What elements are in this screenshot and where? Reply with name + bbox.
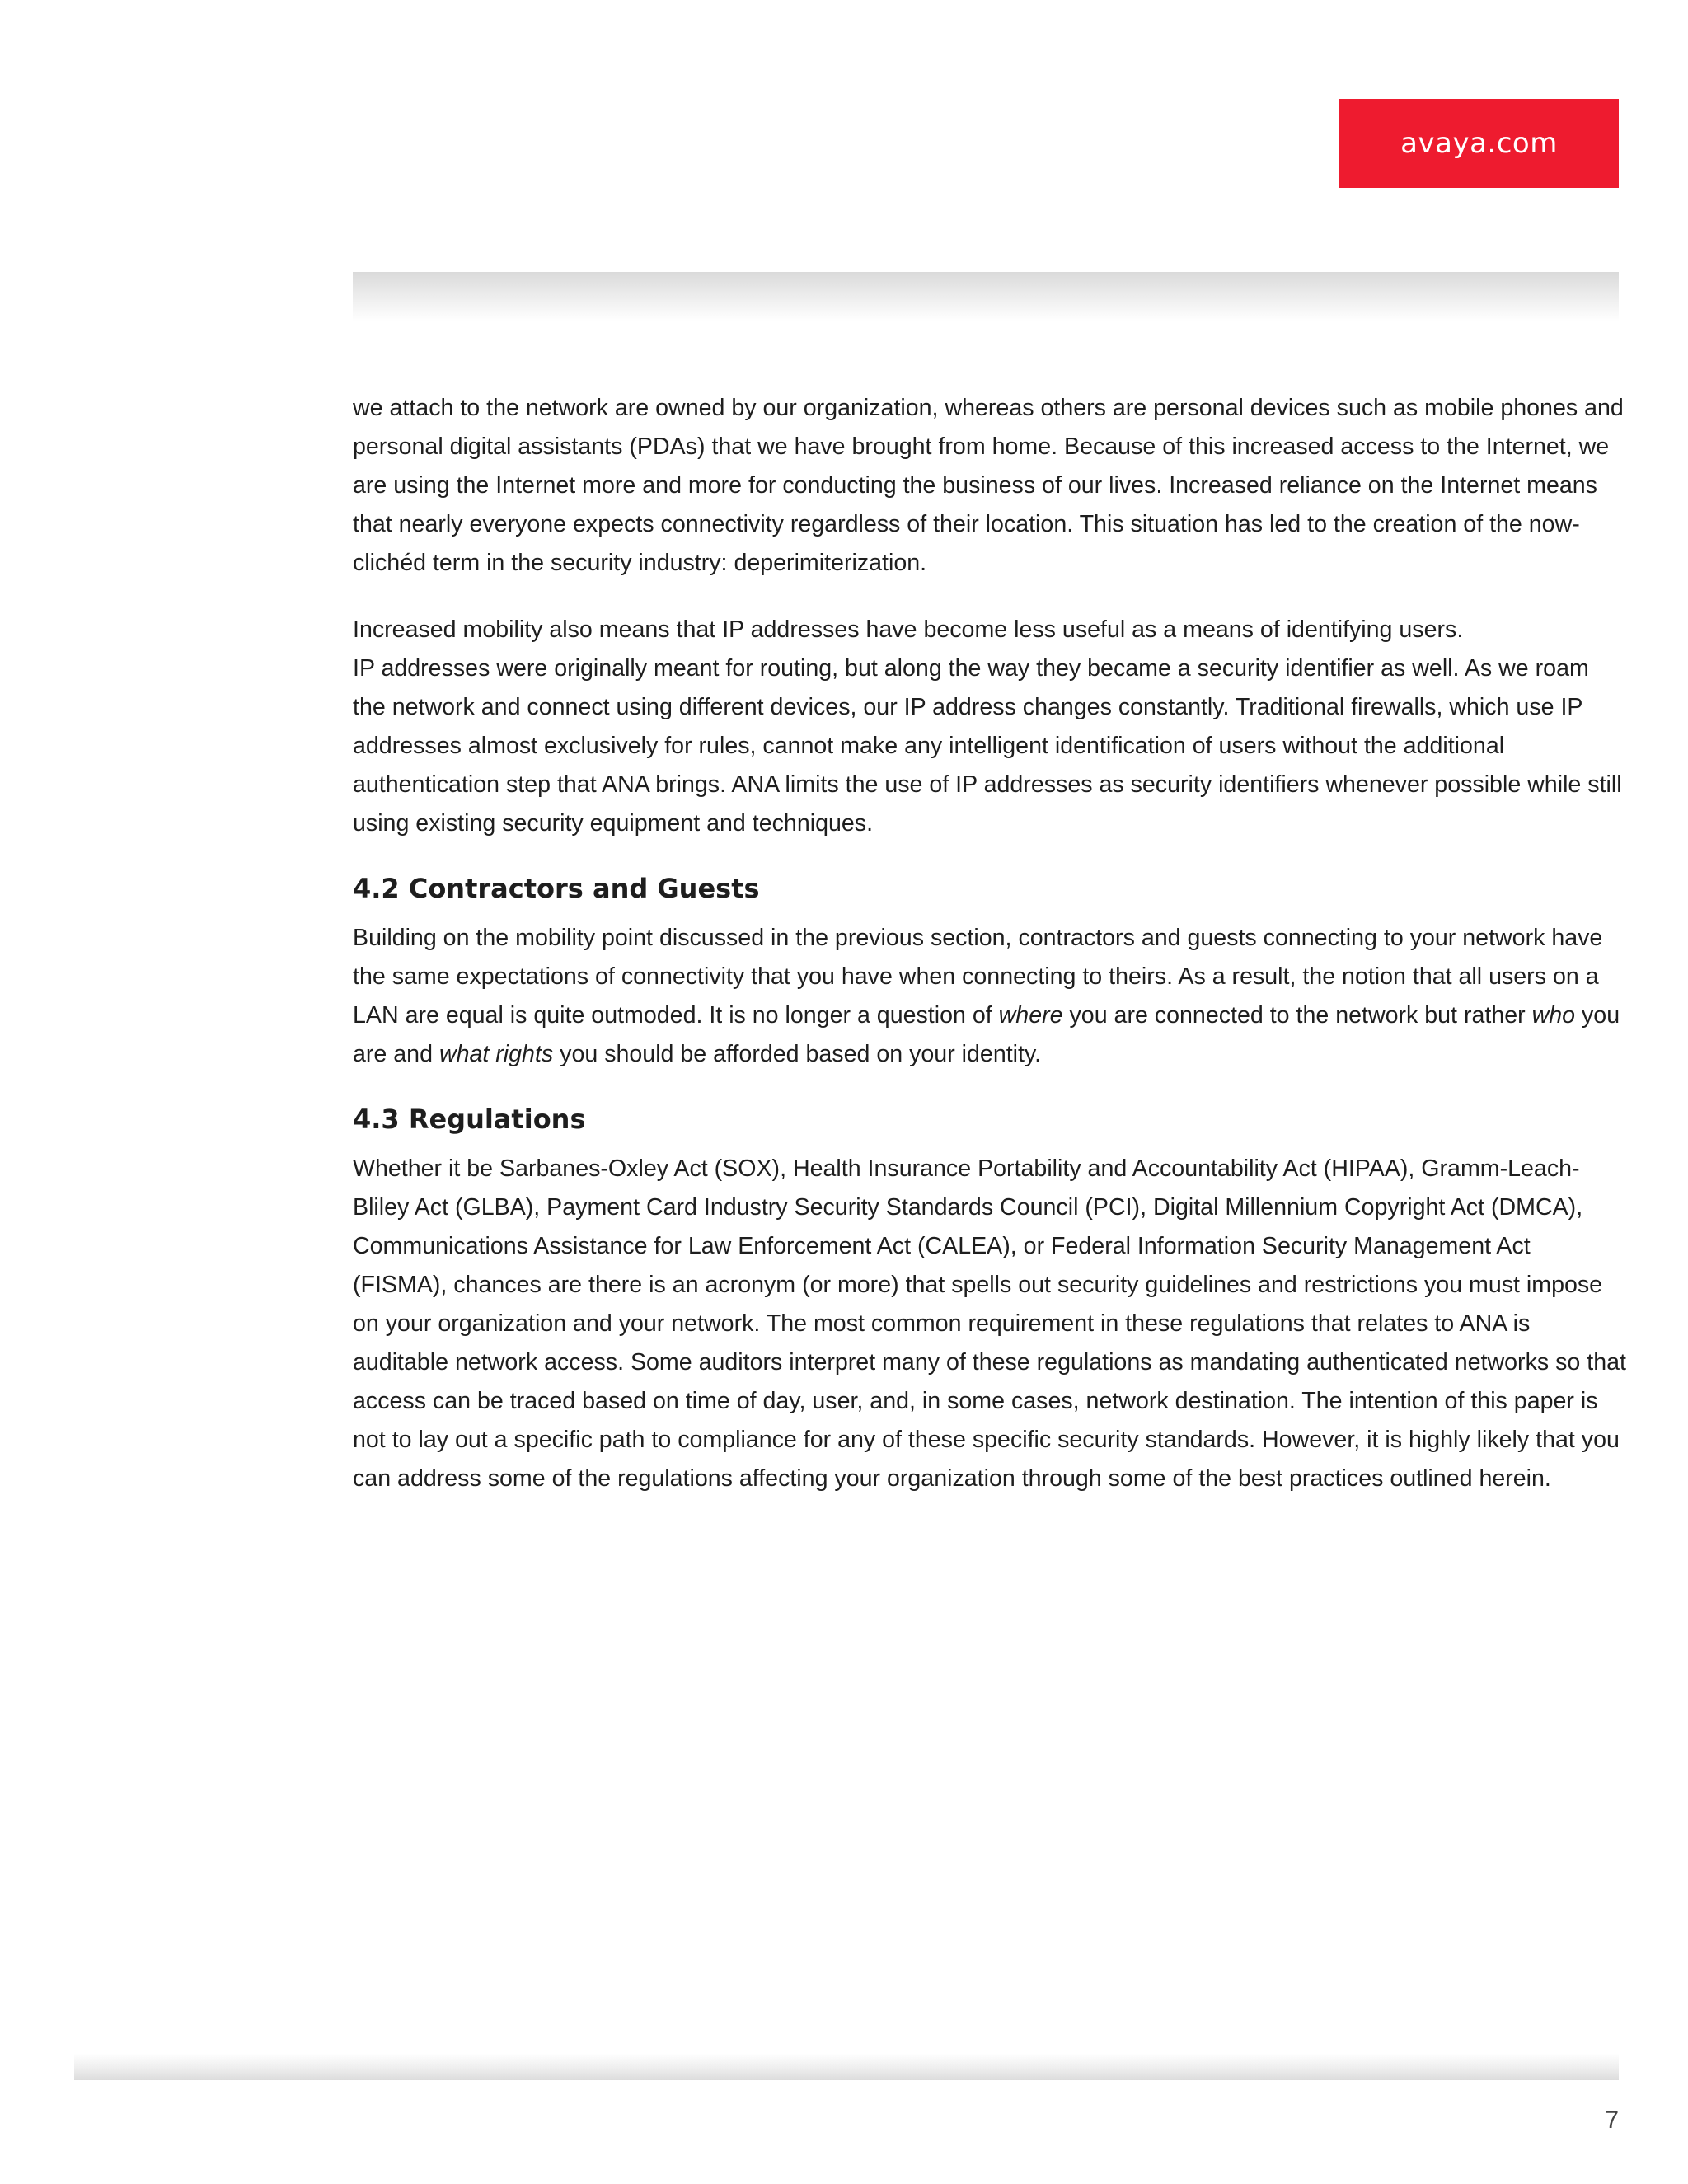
text-run: you are connected to the network but rather <box>1062 1002 1532 1029</box>
paragraph-ip-addresses-rest: IP addresses were originally meant for routing, but along the way they became a security identifier as well. As we roam the network and connect using different devices, our IP address changes constantly. Traditional firewalls, which use IP addresses almost exclusively for rules, cannot make any intelligent identification of users without the additional authentication step that ANA brings. ANA limits the use of IP addresses as security identifiers whenever possible while still using existing security equipment and techniques. <box>353 655 1622 837</box>
page-body <box>353 389 1626 1498</box>
paragraph-regulations: Whether it be Sarbanes-Oxley Act (SOX), Health Insurance Portability and Accountability Act (HIPAA), Gramm-Leach-Bliley Act (GLBA), Payment Card Industry Security Standards Council (PCI), Digital Millennium Copyright Act (DMCA), Communications Assistance for Law Enforcement Act (CALEA), or Federal Information Security Management Act (FISMA), chances are there is an acronym (or more) that spells out security guidelines and restrictions you must impose on your organization and your network. The most common requirement in these regulations that relates to ANA is auditable network access. Some auditors interpret many of these regulations as mandating authenticated networks so that access can be traced based on time of day, user, and, in some cases, network destination. The intention of this paper is not to lay out a specific path to compliance for any of these specific security standards. However, it is highly likely that you can address some of the regulations affecting your organization through some of the best practices outlined herein. <box>353 1155 1626 1492</box>
emphasis-who: who <box>1531 1002 1576 1029</box>
header-divider-band <box>353 272 1619 321</box>
text-run: you are and <box>353 1002 1620 1067</box>
paragraph-mobility-continued: we attach to the network are owned by our organization, whereas others are personal devices such as mobile phones and personal digital assistants (PDAs) that we have brought from home. Because of this increased access to the Internet, we are using the Internet more and more for conducting the business of our lives. Increased reliance on the Internet means that nearly everyone expects connectivity regardless of their location. This situation has led to the creation of the now-clichéd term in the security industry: deperimiterization. <box>353 395 1624 576</box>
paragraph-ip-addresses <box>353 611 1626 843</box>
paragraph-contractors-guests <box>353 919 1626 1074</box>
page-number: 7 <box>1605 2107 1619 2134</box>
paragraph-ip-addresses-line1: Increased mobility also means that IP addresses have become less useful as a means of identifying users. <box>353 616 1464 643</box>
footer-divider-band <box>74 2054 1619 2080</box>
emphasis-what-rights: what rights <box>438 1041 554 1067</box>
text-run: you should be afforded based on your identity. <box>553 1041 1042 1067</box>
section-heading-regulations: 4.3 Regulations <box>353 1104 586 1135</box>
section-heading-contractors-guests: 4.2 Contractors and Guests <box>353 873 760 904</box>
emphasis-where: where <box>998 1002 1063 1029</box>
text-run: Building on the mobility point discussed in the previous section, contractors and guests connecting to your network have the same expectations of connectivity that you have when connecting to theirs. As a result, the notion that all users on a LAN are equal is quite outmoded. It is no longer a question of <box>353 925 1603 1029</box>
brand-link-badge[interactable]: avaya.com <box>1339 99 1619 188</box>
